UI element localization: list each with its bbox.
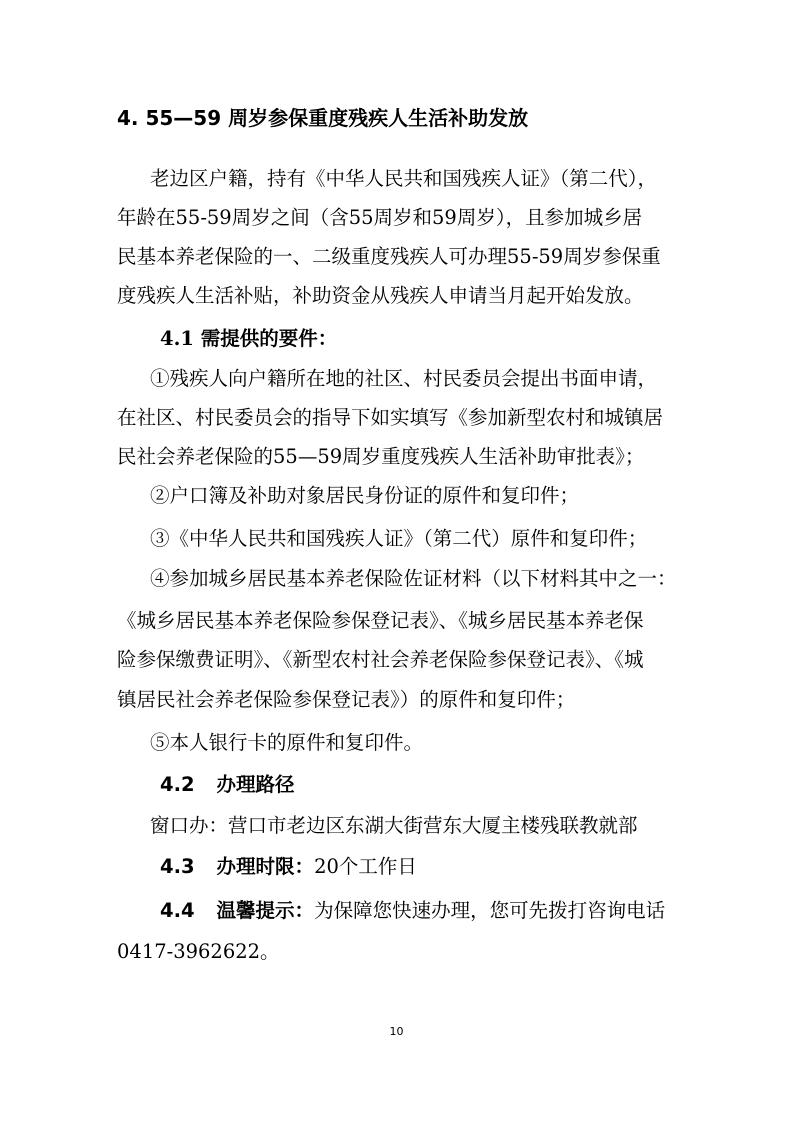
intro-line-1: 老边区户籍，持有《中华人民共和国残疾人证》（第二代）， bbox=[150, 167, 658, 190]
tips-text: 为保障您快速办理，您可先拨打咨询电话 bbox=[314, 899, 666, 922]
route-heading: 办理路径 bbox=[216, 773, 295, 796]
page-number: 10 bbox=[389, 1025, 404, 1038]
time-limit-line bbox=[160, 855, 417, 879]
intro-line-2: 年龄在55-59周岁之间（含55周岁和59周岁），且参加城乡居 bbox=[117, 206, 643, 229]
intro-line-3: 民基本养老保险的一、二级重度残疾人可办理55-59周岁参保重 bbox=[117, 245, 661, 268]
requirement-line-8: 险参保缴费证明》、《新型农村社会养老保险参保登记表》、《城 bbox=[117, 648, 644, 671]
requirement-line-5: ③《中华人民共和国残疾人证》（第二代）原件和复印件； bbox=[150, 527, 648, 550]
requirement-line-6: ④参加城乡居民基本养老保险佐证材料（以下材料其中之一： bbox=[150, 567, 677, 590]
tips-phone: 0417-3962622。 bbox=[117, 940, 280, 963]
time-limit-number: 4.3 bbox=[160, 855, 195, 878]
requirement-line-1: ①残疾人向户籍所在地的社区、村民委员会提出书面申请， bbox=[150, 367, 658, 390]
requirement-line-10: ⑤本人银行卡的原件和复印件。 bbox=[150, 731, 424, 754]
requirement-line-9: 镇居民社会养老保险参保登记表》）的原件和复印件； bbox=[117, 688, 576, 711]
route-number: 4.2 bbox=[160, 773, 195, 796]
requirement-line-2: 在社区、村民委员会的指导下如实填写《参加新型农村和城镇居 bbox=[117, 406, 664, 429]
route-heading-line bbox=[160, 773, 295, 797]
requirement-line-3: 民社会养老保险的55—59周岁重度残疾人生活补助审批表》； bbox=[117, 445, 645, 468]
intro-line-4: 度残疾人生活补贴，补助资金从残疾人申请当月起开始发放。 bbox=[117, 284, 644, 307]
time-limit-heading: 办理时限： bbox=[216, 855, 315, 878]
requirements-heading: 4.1 需提供的要件： bbox=[160, 327, 338, 350]
time-limit-text: 20个工作日 bbox=[314, 855, 417, 878]
tips-line bbox=[160, 899, 665, 923]
requirement-line-7: 《城乡居民基本养老保险参保登记表》、《城乡居民基本养老保 bbox=[117, 609, 644, 632]
section-title: 4. 55—59 周岁参保重度残疾人生活补助发放 bbox=[117, 106, 529, 130]
tips-number: 4.4 bbox=[160, 899, 195, 922]
tips-heading: 温馨提示： bbox=[216, 899, 315, 922]
route-text: 窗口办：营口市老边区东湖大街营东大厦主楼残联教就部 bbox=[150, 814, 638, 837]
requirement-line-4: ②户口簿及补助对象居民身份证的原件和复印件； bbox=[150, 484, 580, 507]
